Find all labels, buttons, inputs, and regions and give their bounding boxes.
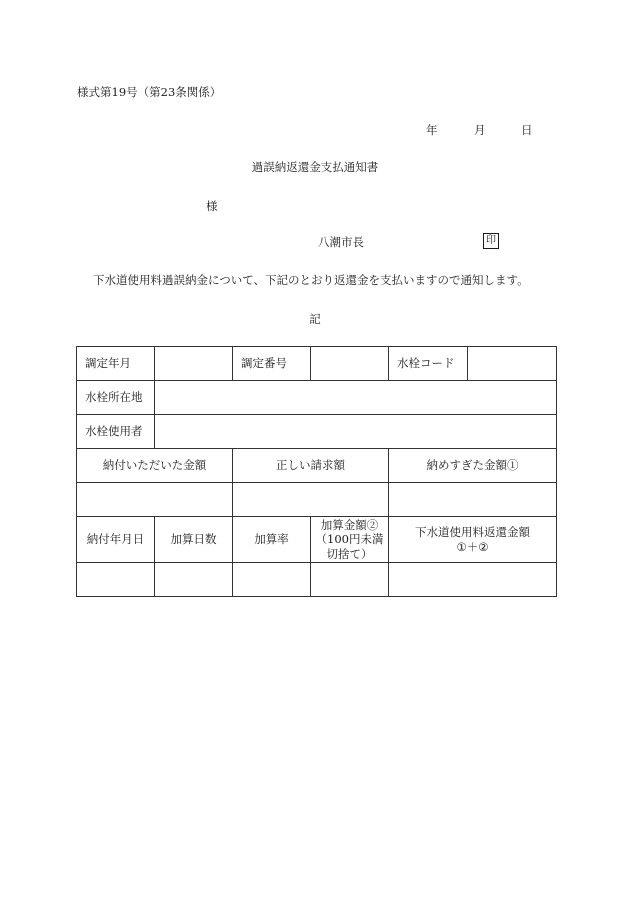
refund-total-value[interactable]	[389, 563, 557, 597]
assessment-number-value[interactable]	[311, 347, 389, 381]
meter-user-value[interactable]	[155, 415, 557, 449]
table-row-meter-location	[77, 381, 557, 415]
refund-total-label	[389, 517, 557, 563]
seal-mark: 印	[483, 233, 499, 249]
refund-total-line1: 下水道使用料返還金額	[415, 525, 530, 540]
ki-heading: 記	[309, 312, 321, 326]
correct-amount-value[interactable]	[233, 483, 389, 517]
date-month-label: 月	[474, 123, 486, 137]
issuer-name: 八潮市長	[318, 235, 364, 249]
added-amount-line2: （100円未満	[315, 532, 384, 547]
table-row-meter-user	[77, 415, 557, 449]
meter-code-value[interactable]	[468, 347, 557, 381]
added-days-label: 加算日数	[155, 517, 233, 563]
assessment-number-label: 調定番号	[233, 347, 311, 381]
correct-amount-label: 正しい請求額	[233, 449, 389, 483]
payment-date-label: 納付年月日	[77, 517, 155, 563]
overpaid-amount-value[interactable]	[389, 483, 557, 517]
table-row-additional-headers	[77, 517, 557, 563]
paid-amount-value[interactable]	[77, 483, 233, 517]
notice-body-text: 下水道使用料過誤納金について、下記のとおり返還金を支払いますので通知します。	[93, 273, 529, 287]
meter-location-label: 水栓所在地	[77, 381, 155, 415]
added-amount-line1: 加算金額②	[320, 517, 379, 532]
meter-user-label: 水栓使用者	[77, 415, 155, 449]
form-number: 様式第19号（第23条関係）	[77, 85, 222, 99]
added-rate-label: 加算率	[233, 517, 311, 563]
addressee-suffix: 様	[206, 199, 218, 213]
added-amount-value[interactable]	[311, 563, 389, 597]
refund-form-table	[76, 346, 557, 597]
document-title: 過誤納返還金支払通知書	[251, 160, 379, 174]
assessment-month-value[interactable]	[155, 347, 233, 381]
table-row-assessment	[77, 347, 557, 381]
meter-code-label: 水栓コード	[389, 347, 468, 381]
payment-date-value[interactable]	[77, 563, 155, 597]
added-amount-label	[311, 517, 389, 563]
table-row-additional-values	[77, 563, 557, 597]
meter-location-value[interactable]	[155, 381, 557, 415]
paid-amount-label: 納付いただいた金額	[77, 449, 233, 483]
table-row-amount-headers	[77, 449, 557, 483]
date-day-label: 日	[521, 123, 533, 137]
added-amount-line3: 切捨て）	[326, 546, 373, 561]
added-days-value[interactable]	[155, 563, 233, 597]
date-year-label: 年	[426, 123, 438, 137]
overpaid-amount-label: 納めすぎた金額①	[389, 449, 557, 483]
assessment-month-label: 調定年月	[77, 347, 155, 381]
table-row-amount-values	[77, 483, 557, 517]
refund-total-line2: ①＋②	[456, 539, 489, 554]
added-rate-value[interactable]	[233, 563, 311, 597]
